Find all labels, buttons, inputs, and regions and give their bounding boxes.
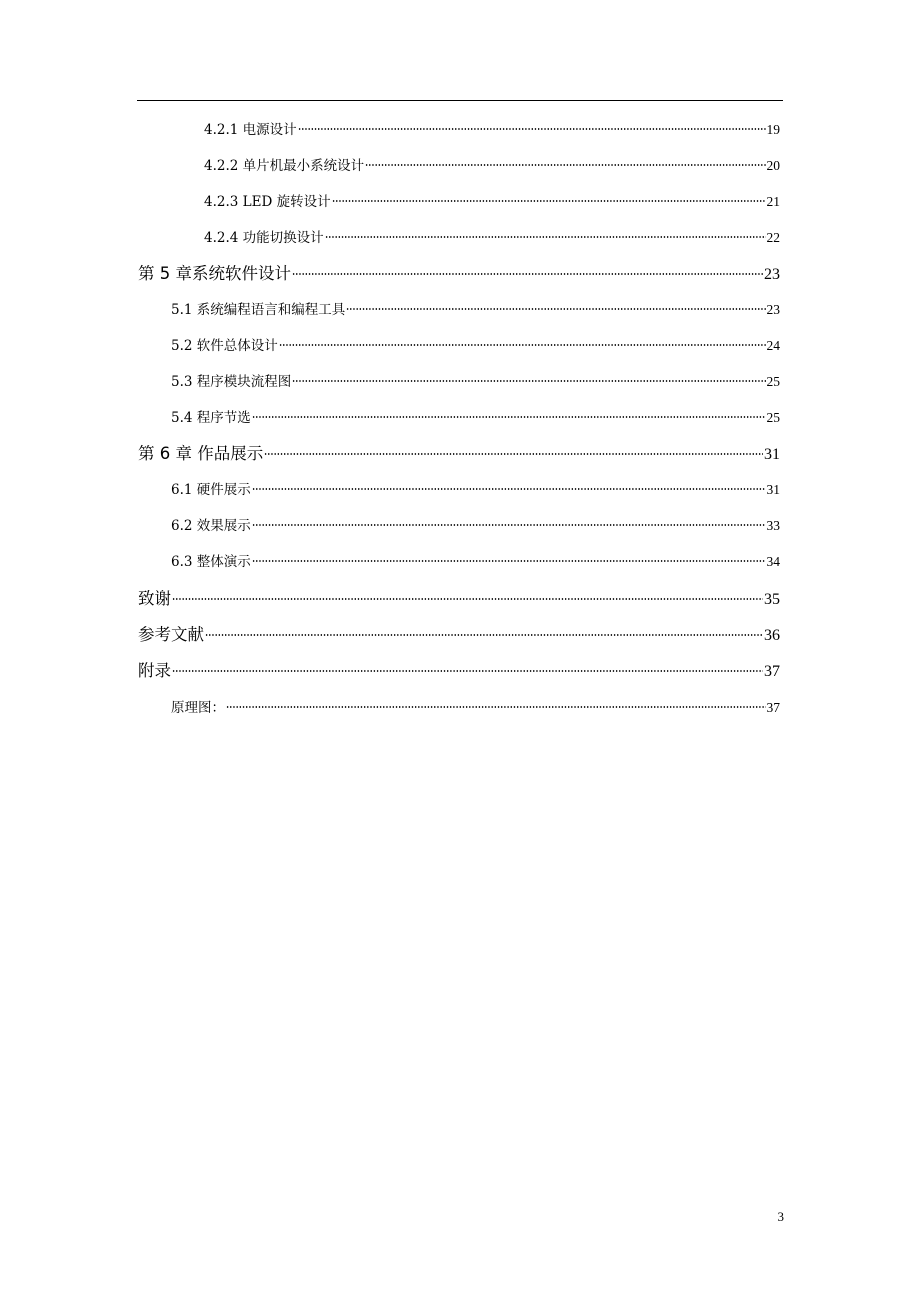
toc-entry-title: 5.3 程序模块流程图 bbox=[171, 374, 292, 390]
toc-entry-title: 5.4 程序节选 bbox=[171, 410, 251, 426]
toc-entry[interactable] bbox=[204, 156, 780, 176]
toc-entry-title: 6.3 整体演示 bbox=[171, 554, 251, 570]
toc-entry-page: 37 bbox=[766, 700, 780, 715]
toc-dot-leader bbox=[172, 597, 763, 601]
toc-entry[interactable] bbox=[171, 300, 780, 320]
toc-dot-leader bbox=[292, 272, 763, 276]
toc-dot-leader bbox=[292, 379, 765, 383]
toc-entry[interactable] bbox=[138, 625, 780, 646]
toc-entry[interactable] bbox=[171, 480, 780, 500]
toc-dot-leader bbox=[264, 452, 763, 456]
toc-dot-leader bbox=[332, 199, 766, 203]
toc-dot-leader bbox=[365, 163, 765, 167]
toc-entry-page: 33 bbox=[766, 518, 780, 533]
toc-entry-title: 4.2.3 LED 旋转设计 bbox=[204, 194, 331, 210]
toc-entry-title: 参考文献 bbox=[138, 625, 204, 644]
toc-entry[interactable] bbox=[138, 661, 780, 682]
toc-dot-leader bbox=[252, 523, 766, 527]
toc-entry-title: 附录 bbox=[138, 661, 171, 680]
toc-entry-page: 23 bbox=[766, 302, 780, 317]
toc-dot-leader bbox=[172, 669, 763, 673]
toc-entry[interactable] bbox=[138, 444, 780, 465]
toc-entry-page: 23 bbox=[764, 266, 780, 283]
toc-entry-page: 25 bbox=[766, 410, 780, 425]
toc-entry-page: 35 bbox=[764, 591, 780, 608]
toc-dot-leader bbox=[346, 307, 765, 311]
toc-entry-page: 21 bbox=[766, 194, 780, 209]
toc-entry-title: 5.2 软件总体设计 bbox=[171, 338, 278, 354]
toc-entry-title: 6.2 效果展示 bbox=[171, 518, 251, 534]
toc-entry-page: 25 bbox=[766, 374, 780, 389]
toc-entry-page: 22 bbox=[766, 230, 780, 245]
page-number: 3 bbox=[777, 1209, 784, 1224]
toc-entry[interactable] bbox=[171, 516, 780, 536]
toc-entry-page: 36 bbox=[764, 627, 780, 644]
toc-entry-page: 20 bbox=[766, 158, 780, 173]
toc-entry-title: 5.1 系统编程语言和编程工具 bbox=[171, 302, 346, 318]
toc-entry[interactable] bbox=[171, 372, 780, 392]
toc-entry-page: 31 bbox=[766, 482, 780, 497]
toc-dot-leader bbox=[226, 705, 766, 709]
toc-entry-title: 6.1 硬件展示 bbox=[171, 482, 251, 498]
toc-entry-title: 4.2.2 单片机最小系统设计 bbox=[204, 158, 365, 174]
toc-entry-title: 致谢 bbox=[138, 589, 171, 608]
toc-entry-page: 34 bbox=[766, 554, 780, 569]
toc-entry-title: 4.2.4 功能切换设计 bbox=[204, 230, 324, 246]
toc-dot-leader bbox=[205, 633, 763, 637]
toc-entry[interactable] bbox=[204, 192, 780, 212]
toc-entry[interactable] bbox=[171, 698, 780, 718]
toc-dot-leader bbox=[325, 235, 766, 239]
toc-entry-page: 24 bbox=[766, 338, 780, 353]
toc-entry[interactable] bbox=[171, 336, 780, 356]
toc-entry[interactable] bbox=[171, 552, 780, 572]
toc-dot-leader bbox=[252, 559, 766, 563]
toc-entry[interactable] bbox=[171, 408, 780, 428]
toc-entry[interactable] bbox=[204, 120, 780, 140]
toc-entry-page: 31 bbox=[764, 446, 780, 463]
toc-dot-leader bbox=[252, 487, 766, 491]
toc-dot-leader bbox=[298, 127, 766, 131]
toc-entry-page: 19 bbox=[766, 122, 780, 137]
toc-entry-title: 原理图： bbox=[171, 700, 225, 716]
toc-entry-title: 第 5 章系统软件设计 bbox=[138, 264, 291, 283]
toc-entry-page: 37 bbox=[764, 663, 780, 680]
toc-entry-title: 4.2.1 电源设计 bbox=[204, 122, 297, 138]
toc-entry[interactable] bbox=[138, 264, 780, 285]
toc-dot-leader bbox=[252, 415, 766, 419]
toc-entry[interactable] bbox=[138, 589, 780, 610]
toc-dot-leader bbox=[279, 343, 766, 347]
toc-entry-title: 第 6 章 作品展示 bbox=[138, 444, 264, 463]
toc-entry[interactable] bbox=[204, 228, 780, 248]
